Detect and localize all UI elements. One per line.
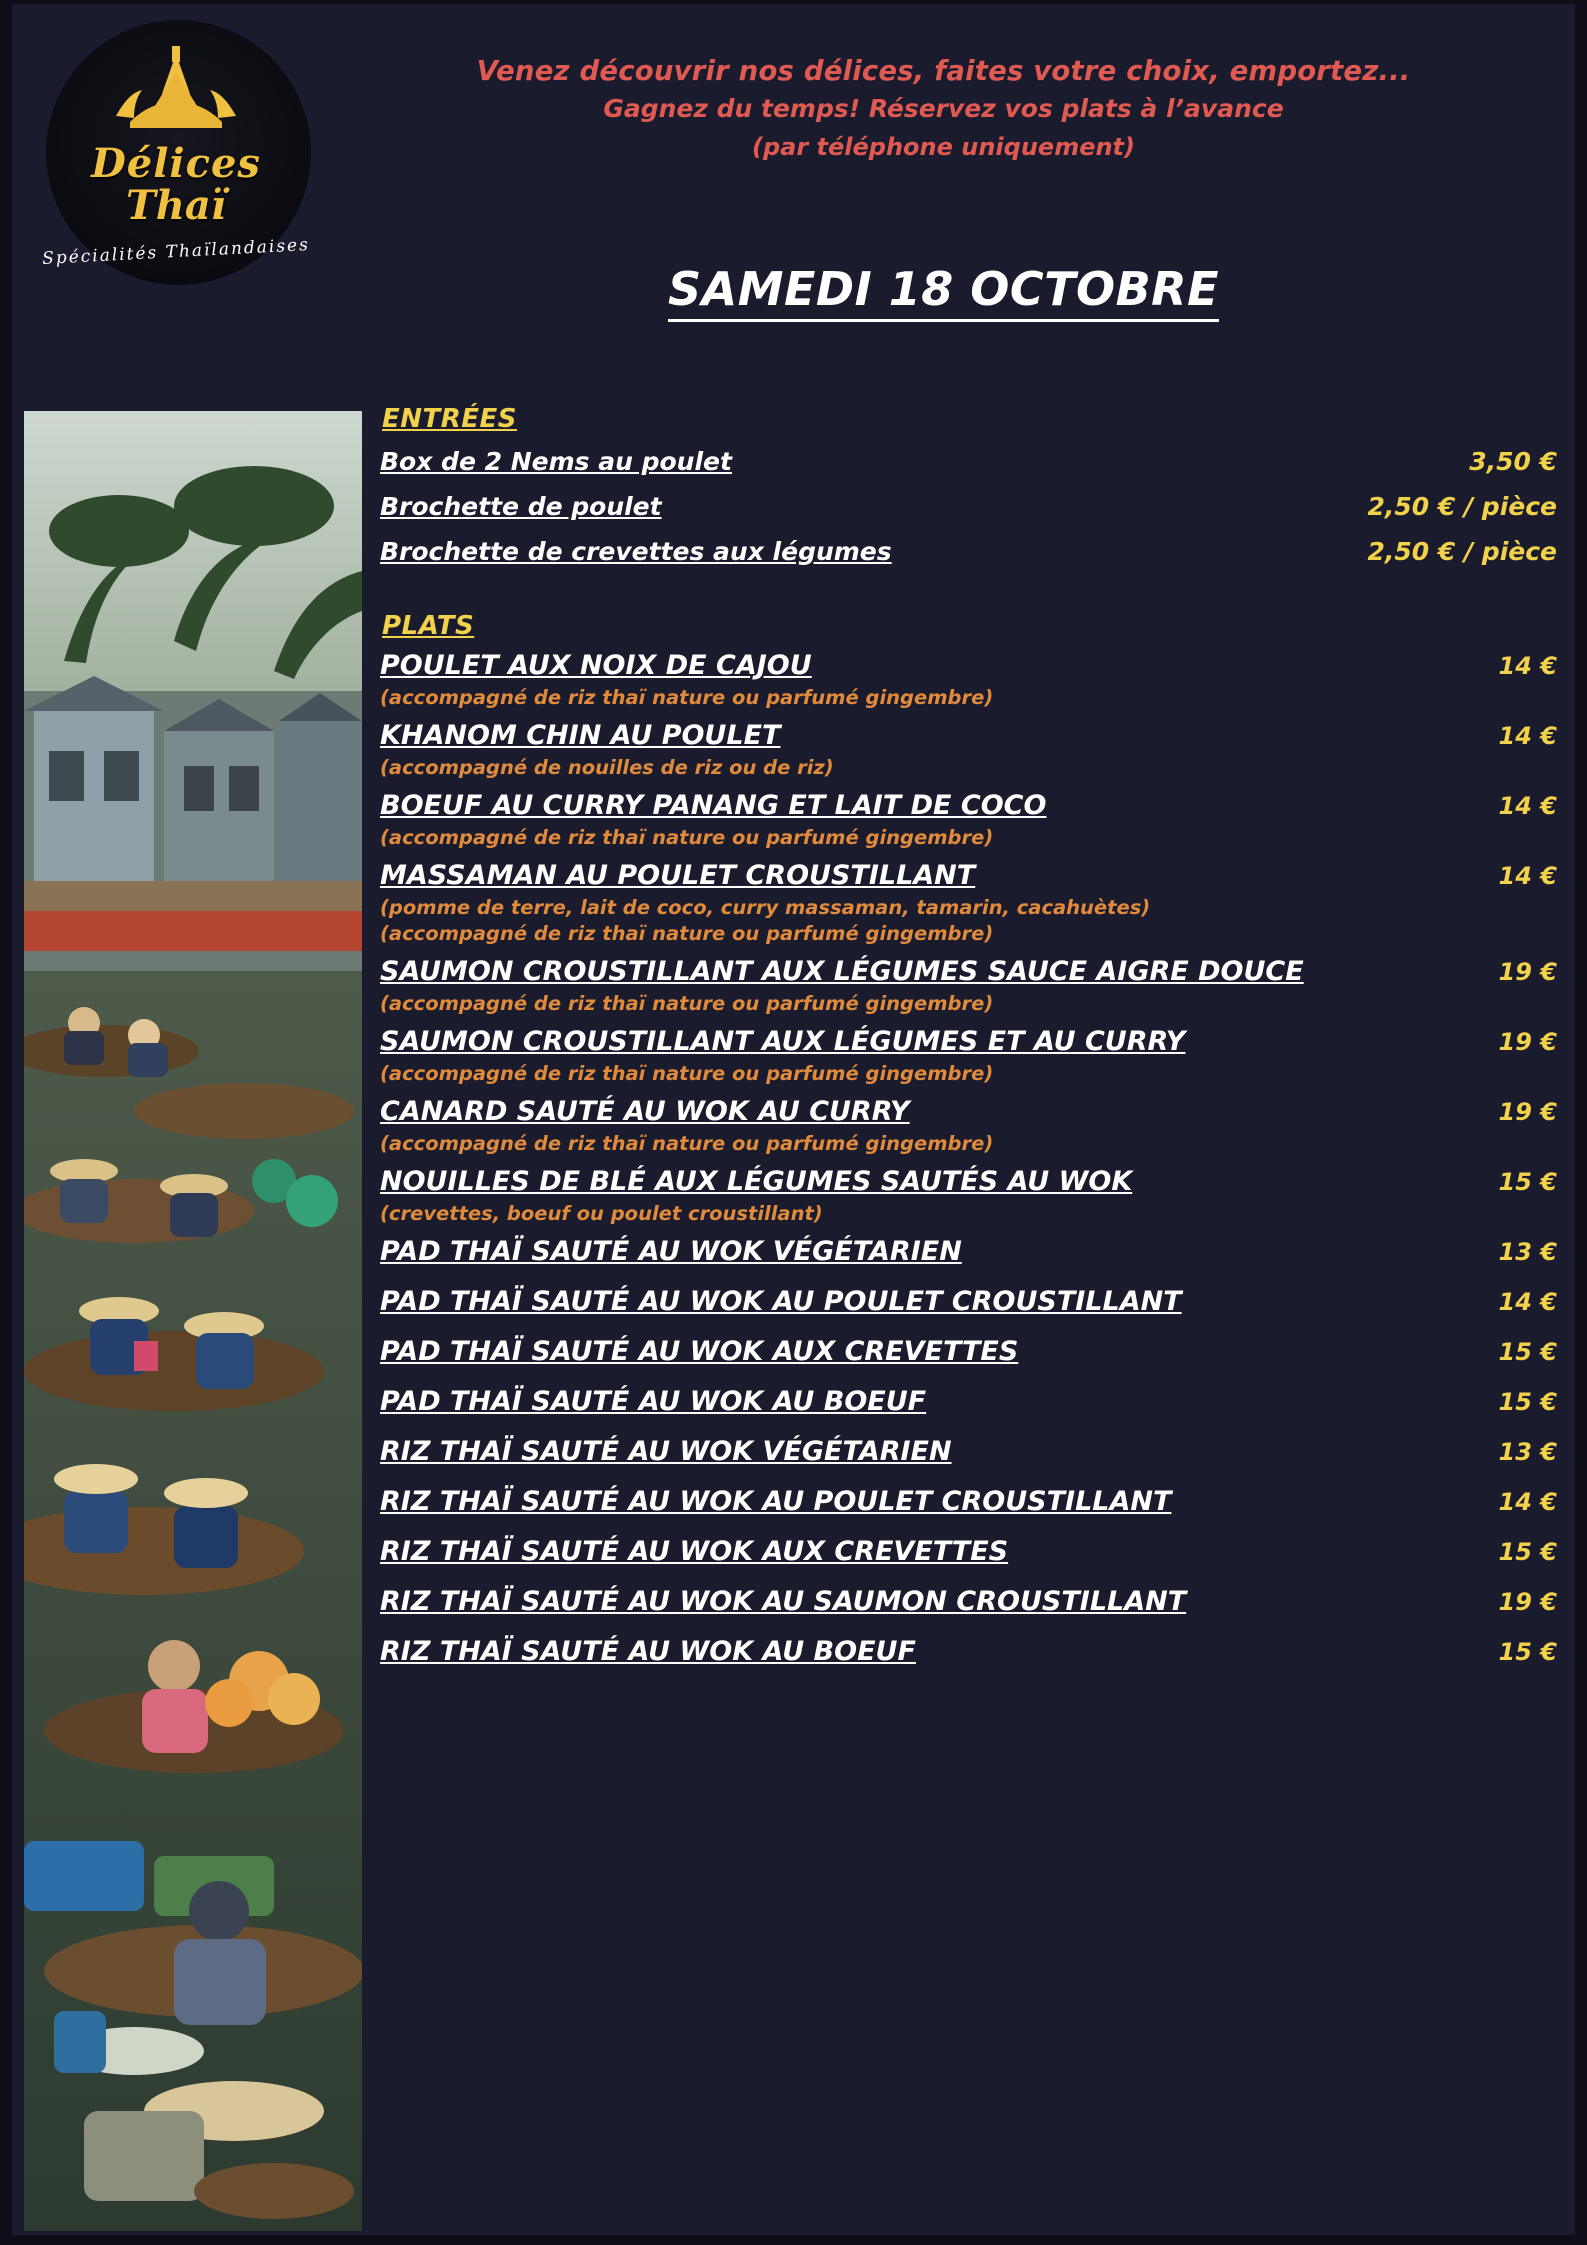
dish-name: RIZ THAÏ SAUTÉ AU WOK VÉGÉTARIEN <box>380 1436 952 1467</box>
dish-description: (accompagné de riz thaï nature ou parfumé gingembre) <box>380 686 994 709</box>
dish-description: (accompagné de riz thaï nature ou parfumé gingembre) <box>380 826 994 849</box>
dish-name: POULET AUX NOIX DE CAJOU <box>380 650 812 681</box>
dish-name: CANARD SAUTÉ AU WOK AU CURRY <box>380 1096 910 1127</box>
entree-name: Box de 2 Nems au poulet <box>380 447 732 476</box>
header-line-2: Gagnez du temps! Réservez vos plats à l’avance <box>603 94 1284 123</box>
logo-name-line1: Délices <box>91 140 261 187</box>
list-item <box>380 1283 1557 1321</box>
dish-name: RIZ THAÏ SAUTÉ AU WOK AU BOEUF <box>380 1636 916 1667</box>
list-item <box>380 1093 1557 1157</box>
dish-name: MASSAMAN AU POULET CROUSTILLANT <box>380 860 976 891</box>
dish-description: (accompagné de riz thaï nature ou parfumé gingembre) <box>380 1062 994 1085</box>
list-item <box>380 1433 1557 1471</box>
menu-content <box>380 404 1557 1683</box>
dish-description: (accompagné de riz thaï nature ou parfumé gingembre) <box>380 1132 994 1155</box>
list-item <box>380 440 1557 483</box>
dish-price: 15 € <box>1498 1338 1557 1366</box>
entree-name: Brochette de crevettes aux légumes <box>380 537 892 566</box>
dish-name: KHANOM CHIN AU POULET <box>380 720 781 751</box>
dish-description: (accompagné de nouilles de riz ou de riz) <box>380 756 834 779</box>
dish-price: 15 € <box>1498 1638 1557 1666</box>
header-line-3: (par téléphone uniquement) <box>751 133 1135 161</box>
section-title-plats: PLATS <box>382 611 475 641</box>
dish-price: 14 € <box>1498 652 1557 680</box>
dish-description: (accompagné de riz thaï nature ou parfumé gingembre) <box>380 992 994 1015</box>
list-item <box>380 787 1557 851</box>
date-title-text: SAMEDI 18 OCTOBRE <box>668 262 1219 322</box>
dish-name: NOUILLES DE BLÉ AUX LÉGUMES SAUTÉS AU WOK <box>380 1166 1133 1197</box>
section-title-entrees: ENTRÉES <box>382 404 518 434</box>
dish-price: 19 € <box>1498 1098 1557 1126</box>
list-item <box>380 1333 1557 1371</box>
dish-description-2: (accompagné de riz thaï nature ou parfumé gingembre) <box>380 922 994 945</box>
list-item <box>380 647 1557 711</box>
entree-price: 3,50 € <box>1469 447 1557 476</box>
dish-name: PAD THAÏ SAUTÉ AU WOK AU POULET CROUSTILLANT <box>380 1286 1182 1317</box>
list-item <box>380 1483 1557 1521</box>
dish-price: 14 € <box>1498 1288 1557 1316</box>
floating-market-photo <box>24 411 362 2231</box>
dish-price: 14 € <box>1498 862 1557 890</box>
entree-price: 2,50 € / pièce <box>1367 537 1557 566</box>
dish-price: 14 € <box>1498 1488 1557 1516</box>
header-text <box>342 52 1545 166</box>
list-item <box>380 1233 1557 1271</box>
dish-price: 14 € <box>1498 792 1557 820</box>
list-item <box>380 1163 1557 1227</box>
list-item <box>380 530 1557 573</box>
list-item <box>380 1533 1557 1571</box>
dish-name: BOEUF AU CURRY PANANG ET LAIT DE COCO <box>380 790 1047 821</box>
list-item <box>380 485 1557 528</box>
dish-name: RIZ THAÏ SAUTÉ AU WOK AU POULET CROUSTILLANT <box>380 1486 1172 1517</box>
logo-name-line2: Thaï <box>126 182 226 229</box>
dish-price: 15 € <box>1498 1388 1557 1416</box>
dish-name: RIZ THAÏ SAUTÉ AU WOK AU SAUMON CROUSTILLANT <box>380 1586 1187 1617</box>
dish-name: PAD THAÏ SAUTÉ AU WOK AU BOEUF <box>380 1386 927 1417</box>
list-item <box>380 717 1557 781</box>
page-title <box>342 262 1545 316</box>
dish-description: (pomme de terre, lait de coco, curry massaman, tamarin, cacahuètes) <box>380 896 1151 919</box>
list-item <box>380 1583 1557 1621</box>
list-item <box>380 857 1557 947</box>
header-line-1: Venez découvrir nos délices, faites votre choix, emportez... <box>476 55 1411 87</box>
entree-name: Brochette de poulet <box>380 492 662 521</box>
dish-price: 15 € <box>1498 1168 1557 1196</box>
dish-price: 19 € <box>1498 1028 1557 1056</box>
logo-tagline: Spécialités Thaïlandaises <box>41 235 311 269</box>
dish-price: 13 € <box>1498 1238 1557 1266</box>
dish-name: PAD THAÏ SAUTÉ AU WOK AUX CREVETTES <box>380 1336 1019 1367</box>
dish-price: 14 € <box>1498 722 1557 750</box>
dish-description: (crevettes, boeuf ou poulet croustillant) <box>380 1202 823 1225</box>
dish-price: 13 € <box>1498 1438 1557 1466</box>
photo-illustration <box>24 411 362 2231</box>
list-item <box>380 1383 1557 1421</box>
dish-name: PAD THAÏ SAUTÉ AU WOK VÉGÉTARIEN <box>380 1236 962 1267</box>
dish-price: 19 € <box>1498 958 1557 986</box>
dish-name: SAUMON CROUSTILLANT AUX LÉGUMES SAUCE AIGRE DOUCE <box>380 956 1304 987</box>
logo <box>26 10 326 400</box>
dish-name: RIZ THAÏ SAUTÉ AU WOK AUX CREVETTES <box>380 1536 1009 1567</box>
entrees-list <box>380 440 1557 573</box>
list-item <box>380 953 1557 1017</box>
dish-name: SAUMON CROUSTILLANT AUX LÉGUMES ET AU CURRY <box>380 1026 1186 1057</box>
list-item <box>380 1633 1557 1671</box>
list-item <box>380 1023 1557 1087</box>
entree-price: 2,50 € / pièce <box>1367 492 1557 521</box>
plats-list <box>380 647 1557 1671</box>
dish-price: 19 € <box>1498 1588 1557 1616</box>
dish-price: 15 € <box>1498 1538 1557 1566</box>
